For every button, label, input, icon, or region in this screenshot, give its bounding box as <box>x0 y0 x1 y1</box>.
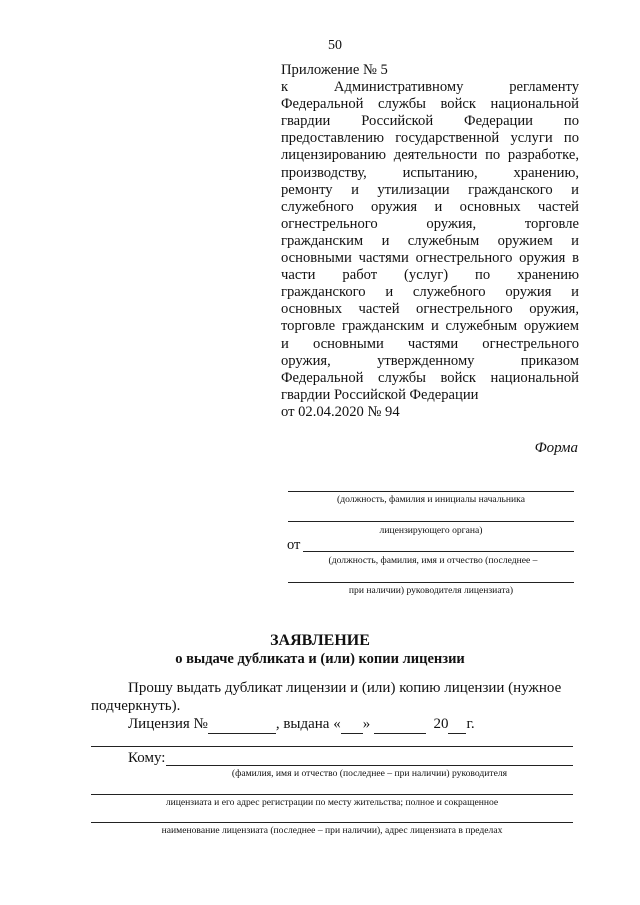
sender-line <box>288 582 574 583</box>
appendix-line: производству, испытанию, хранению, <box>281 164 579 181</box>
appendix-line: гвардии Российской Федерации по <box>281 113 579 130</box>
addressee-caption: (должность, фамилия и инициалы начальника <box>337 494 525 505</box>
license-quote-close: » <box>362 716 371 732</box>
appendix-line: предоставлению государственной услуги по <box>281 130 579 147</box>
license-year-suffix: г. <box>466 716 475 732</box>
license-line <box>128 716 475 734</box>
appendix-line: гвардии Российской Федерации <box>281 386 479 403</box>
appendix-line: Федеральной службы войск национальной <box>281 96 579 113</box>
appendix-line: гражданским и служебным оружием и <box>281 232 579 249</box>
body-line <box>91 746 573 747</box>
recipient-caption: лицензиата и его адрес регистрации по месту жительства; полное и сокращенное <box>165 797 499 808</box>
appendix-line: служебного оружия и основных частей <box>281 198 579 215</box>
appendix-line: оружия, утвержденному приказом <box>281 352 579 369</box>
appendix-heading: Приложение № 5 <box>281 62 388 78</box>
recipient-line <box>91 822 573 823</box>
addressee-caption: лицензирующего органа) <box>379 525 483 536</box>
form-label: Форма <box>534 440 578 456</box>
appendix-line: Федеральной службы войск национальной <box>281 369 579 386</box>
appendix-line: огнестрельного оружия, торговле <box>281 215 579 232</box>
license-year-prefix: 20 <box>433 716 449 732</box>
license-year-blank <box>448 716 466 734</box>
appendix-line: торговле гражданским и служебным оружием <box>281 318 579 335</box>
document-title: ЗАЯВЛЕНИЕ <box>270 632 370 649</box>
appendix-block <box>281 62 579 421</box>
appendix-line: основных частей огнестрельного оружия, <box>281 301 579 318</box>
appendix-line: основными частями огнестрельного оружия в <box>281 250 579 267</box>
to-label: Кому: <box>128 750 166 766</box>
appendix-line: ремонту и утилизации гражданского и <box>281 181 579 198</box>
addressee-line <box>288 521 574 522</box>
recipient-caption: (фамилия, имя и отчество (последнее – при наличии) руководителя <box>231 768 508 779</box>
sender-caption: при наличии) руководителя лицензиата) <box>348 585 514 596</box>
page-number: 50 <box>328 38 342 53</box>
appendix-line: к Административному регламенту <box>281 79 579 96</box>
appendix-line: части работ (услуг) по хранению <box>281 267 579 284</box>
license-number-blank <box>208 716 276 734</box>
appendix-line: лицензированию деятельности по разработке, <box>281 147 579 164</box>
request-text: Прошу выдать дубликат лицензии и (или) копию лицензии (нужное <box>128 680 562 696</box>
appendix-line: и основными частями огнестрельного <box>281 335 579 352</box>
recipient-caption: наименование лицензиата (последнее – при наличии), адрес лицензиата в пределах <box>161 825 503 836</box>
addressee-line <box>288 491 574 492</box>
from-label: от <box>287 537 301 553</box>
appendix-line: гражданского и служебного оружия и <box>281 284 579 301</box>
license-day-blank <box>341 716 363 734</box>
license-month-blank <box>374 716 426 734</box>
sender-line <box>303 551 574 552</box>
appendix-date: от 02.04.2020 № 94 <box>281 403 400 420</box>
recipient-line <box>166 765 573 766</box>
document-subtitle: о выдаче дубликата и (или) копии лицензии <box>175 651 465 667</box>
sender-caption: (должность, фамилия, имя и отчество (последнее – <box>328 555 538 566</box>
recipient-line <box>91 794 573 795</box>
license-label: Лицензия № <box>128 716 208 732</box>
license-issued-label: , выдана « <box>275 716 341 732</box>
request-text-cont: подчеркнуть). <box>91 698 181 714</box>
